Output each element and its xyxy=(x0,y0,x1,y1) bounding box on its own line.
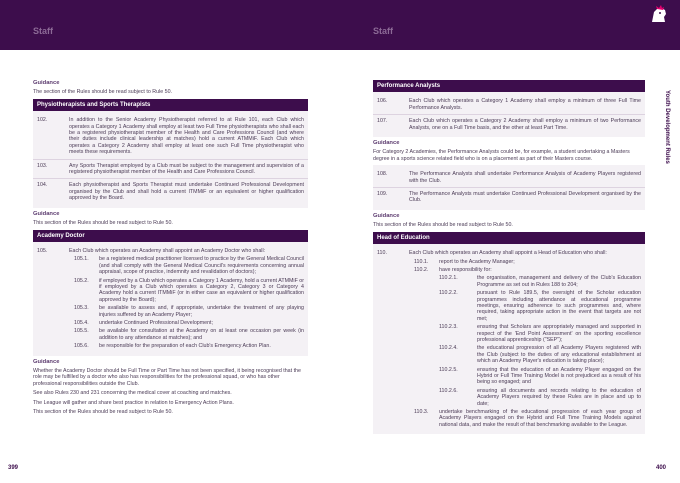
guidance-text: This section of the Rules should be read subject to Rule 50. xyxy=(373,222,513,229)
subsubrule-number: 110.2.6. xyxy=(439,387,458,394)
left-content xyxy=(33,78,308,418)
subsubrule-text: ensuring that Scholars are appropriately managed and supported in respect of the 'End Point Assessment' on the sporting excellence professional apprenticeship ("SEP"); xyxy=(477,324,641,343)
rule-107 xyxy=(373,115,645,134)
subrule-105-3 xyxy=(69,305,304,318)
rule-text: The Performance Analysts shall undertake Performance Analysis of Academy Players registered with the Club. xyxy=(409,171,641,184)
subsubrule-110-2-2 xyxy=(409,290,641,322)
subrule-number: 110.2. xyxy=(414,266,429,273)
subrule-text: have responsibility for: xyxy=(439,266,492,273)
subrule-text: report to the Academy Manager; xyxy=(439,258,515,265)
subrule-text: undertake Continued Professional Development; xyxy=(99,319,213,326)
section-heading-head-of-education: Head of Education xyxy=(373,232,645,244)
rule-text: Each physiotherapist and Sports Therapist must undertake Continued Professional Development organised by the Club and shall hold a current ITMMiF or an equivalent or higher qualification approved by the Board. xyxy=(69,182,304,202)
rule-number: 110. xyxy=(377,250,387,257)
subrule-number: 105.3. xyxy=(74,305,89,312)
subsubrule-text: the organisation, management and delivery of the Club's Education Programme as set out in Rules 188 to 204; xyxy=(477,275,641,288)
rule-text: In addition to the Senior Academy Physiotherapist referred to at Rule 101, each Club which operates a Category 1 Academy shall employ at least two Full Time physiotherapists who shall each be a registered physiotherapist member of the Health and Care Professions Council (and where their duties include clinical leadership at matches) hold a current ATMMiF. Each Club which operates a Category 2 Academy shall employ at least one such Full Time physiotherapist who meets these requirements. xyxy=(69,117,304,156)
premier-league-lion-icon xyxy=(648,4,670,26)
right-content xyxy=(373,78,645,437)
subrule-text: if employed by a Club which operates a Category 1 Academy, hold a current ATMMiF or if employed by a Club which operates a Category 2, Category 3 or Category 4 Academy hold a current ITMMiF (or in either case an equivalent or higher qualification approved by the Board); xyxy=(99,277,305,303)
subrule-105-1 xyxy=(69,256,304,275)
rule-number: 107. xyxy=(377,118,388,125)
rule-number: 103. xyxy=(37,162,48,169)
guidance-text: For Category 2 Academies, the Performance Analysts could be, for example, a student undertaking a Masters degree in a sports science related field who is on a placement as part of their Masters course. xyxy=(373,149,630,162)
subrule-text: be responsible for the preparation of each Club's Emergency Action Plan. xyxy=(99,343,271,350)
rule-109 xyxy=(373,188,645,207)
page-number-left: 399 xyxy=(8,465,19,471)
rule-110 xyxy=(373,247,645,431)
rule-text: Any Sports Therapist employed by a Club must be subject to the management and supervision of a registered physiotherapist member of the Health and Care Professions Council. xyxy=(69,162,304,176)
rule-number: 102. xyxy=(37,117,48,124)
section-heading-performance-analysts: Performance Analysts xyxy=(373,80,645,92)
left-header-band xyxy=(0,0,340,50)
subrule-110-3 xyxy=(409,409,641,428)
subsubrule-110-2-1 xyxy=(409,275,641,288)
rule-number: 104. xyxy=(37,182,48,189)
rule-number: 105. xyxy=(37,247,48,254)
rule-103 xyxy=(33,160,308,180)
subrule-110-1 xyxy=(409,259,641,265)
guidance-title: Guidance xyxy=(373,140,400,147)
section-body-physiotherapists xyxy=(33,111,308,207)
right-page xyxy=(340,0,680,483)
subrule-number: 105.5. xyxy=(74,328,89,335)
subrule-text: be a registered medical practitioner licensed to practice by the General Medical Council (and shall comply with the General Medical Council's requirements concerning annual appraisal, scope of practice, indemnity and revalidation of doctors); xyxy=(99,256,304,276)
subrule-number: 105.4. xyxy=(74,319,89,326)
rule-102 xyxy=(33,114,308,159)
subsubrule-number: 110.2.3. xyxy=(439,324,458,331)
subrule-number: 110.3. xyxy=(414,409,429,416)
subrule-text: be available for consultation at the Academy on at least one occasion per week (in addition to any attendance at matches); and xyxy=(99,328,304,341)
subrule-number: 105.1. xyxy=(74,256,89,263)
subsubrule-110-2-5 xyxy=(409,367,641,386)
subrule-text: undertake benchmarking of the educational progression of each year group of Academy Players engaged on the Hybrid and Full Time Training Models against national data, and make the result of that benchmarking available to the League. xyxy=(439,409,641,428)
rule-text: Each Club which operates a Category 1 Academy shall employ a minimum of three Full Time Performance Analysts. xyxy=(409,98,641,111)
right-header-band xyxy=(340,0,680,50)
guidance-text: The section of the Rules should be read subject to Rule 50. xyxy=(33,89,172,96)
subrule-105-2 xyxy=(69,278,304,304)
subsubrule-110-2-4 xyxy=(409,345,641,364)
side-tab-label: Youth Development Rules xyxy=(664,90,670,164)
subsubrule-text: the educational progression of all Academy Players registered with the Club (subject to the duties of any educational establishment at which an Academy Player's education is taking place); xyxy=(477,345,641,365)
subsubrule-text: pursuant to Rule 189.5, the oversight of the Scholar education programmes including attendance at educational programme meetings, ensuring adherence to such programmes and, where required, taking appropriate action in the event that targets are not met; xyxy=(477,290,641,322)
subrule-105-5 xyxy=(69,328,304,341)
subsubrule-110-2-3 xyxy=(409,324,641,343)
rule-106 xyxy=(373,95,645,115)
section-heading-academy-doctor: Academy Doctor xyxy=(33,230,308,242)
guidance-title: Guidance xyxy=(33,80,60,86)
section-body-head-of-education xyxy=(373,244,645,434)
side-tab xyxy=(664,90,674,180)
subrule-number: 105.2. xyxy=(74,277,89,284)
guidance-title: Guidance xyxy=(33,358,60,365)
rule-text: The Performance Analysts must undertake Continued Professional Development organised by the Club. xyxy=(409,191,641,204)
rule-104 xyxy=(33,179,308,204)
rule-105 xyxy=(33,245,308,353)
rule-108 xyxy=(373,168,645,188)
right-header-title: Staff xyxy=(373,26,393,36)
rule-number: 108. xyxy=(377,171,388,178)
subsubrule-number: 110.2.1. xyxy=(439,275,458,282)
rule-number: 109. xyxy=(377,191,388,198)
section-body-academy-doctor xyxy=(33,242,308,356)
guidance-text: Whether the Academy Doctor should be Full Time or Part Time has not been specified, it being recognised that the role may be fulfilled by a doctor who also has responsibilities for the professional squad, or who has other professional responsibilities outside the Club. xyxy=(33,368,301,387)
subsubrule-110-2-6 xyxy=(409,388,641,407)
guidance-title: Guidance xyxy=(33,210,60,217)
rule-intro: Each Club which operates an Academy shall appoint a Head of Education who shall: xyxy=(409,250,607,257)
rule-text: Each Club which operates a Category 2 Academy shall employ a minimum of two Performance Analysts, one on a Full Time basis, and the other at least Part Time. xyxy=(409,118,641,131)
section-body-performance-analysts-continued xyxy=(373,165,645,210)
guidance-text: This section of the Rules should be read subject to Rule 50. xyxy=(33,409,173,416)
subrule-105-6 xyxy=(69,343,304,349)
rule-text xyxy=(69,248,304,350)
subsubrule-number: 110.2.2. xyxy=(439,290,458,297)
subrule-number: 110.1. xyxy=(414,258,429,265)
page-number-right: 400 xyxy=(655,465,666,471)
subrule-text: be available to assess and, if appropriate, undertake the treatment of any playing injuries suffered by an Academy Player; xyxy=(99,305,304,318)
rule-number: 106. xyxy=(377,98,388,105)
subsubrule-text: ensuring that the education of an Academy Player engaged on the Hybrid or Full Time Training Model is not prejudiced as a result of his being so engaged; and xyxy=(477,366,641,386)
rule-text xyxy=(409,250,641,428)
subsubrule-number: 110.2.5. xyxy=(439,366,458,373)
subsubrule-number: 110.2.4. xyxy=(439,345,458,352)
guidance-text: This section of the Rules should be read subject to Rule 50. xyxy=(33,220,173,227)
guidance-text: The League will gather and share best practice in relation to Emergency Action Plans. xyxy=(33,399,234,406)
guidance-title: Guidance xyxy=(373,212,400,219)
left-header-title: Staff xyxy=(33,26,53,36)
rule-intro: Each Club which operates an Academy shall appoint an Academy Doctor who shall: xyxy=(69,247,266,254)
section-heading-physiotherapists: Physiotherapists and Sports Therapists xyxy=(33,99,308,111)
subsubrule-text: ensuring all documents and records relating to the education of Academy Players required by these Rules are in place and up to date; xyxy=(477,387,641,407)
section-body-performance-analysts xyxy=(373,92,645,137)
subrule-105-4 xyxy=(69,320,304,326)
subrule-110-2 xyxy=(409,267,641,273)
guidance-text: See also Rules 230 and 231 concerning the medical cover at coaching and matches. xyxy=(33,390,232,397)
subrule-number: 105.6. xyxy=(74,343,89,350)
